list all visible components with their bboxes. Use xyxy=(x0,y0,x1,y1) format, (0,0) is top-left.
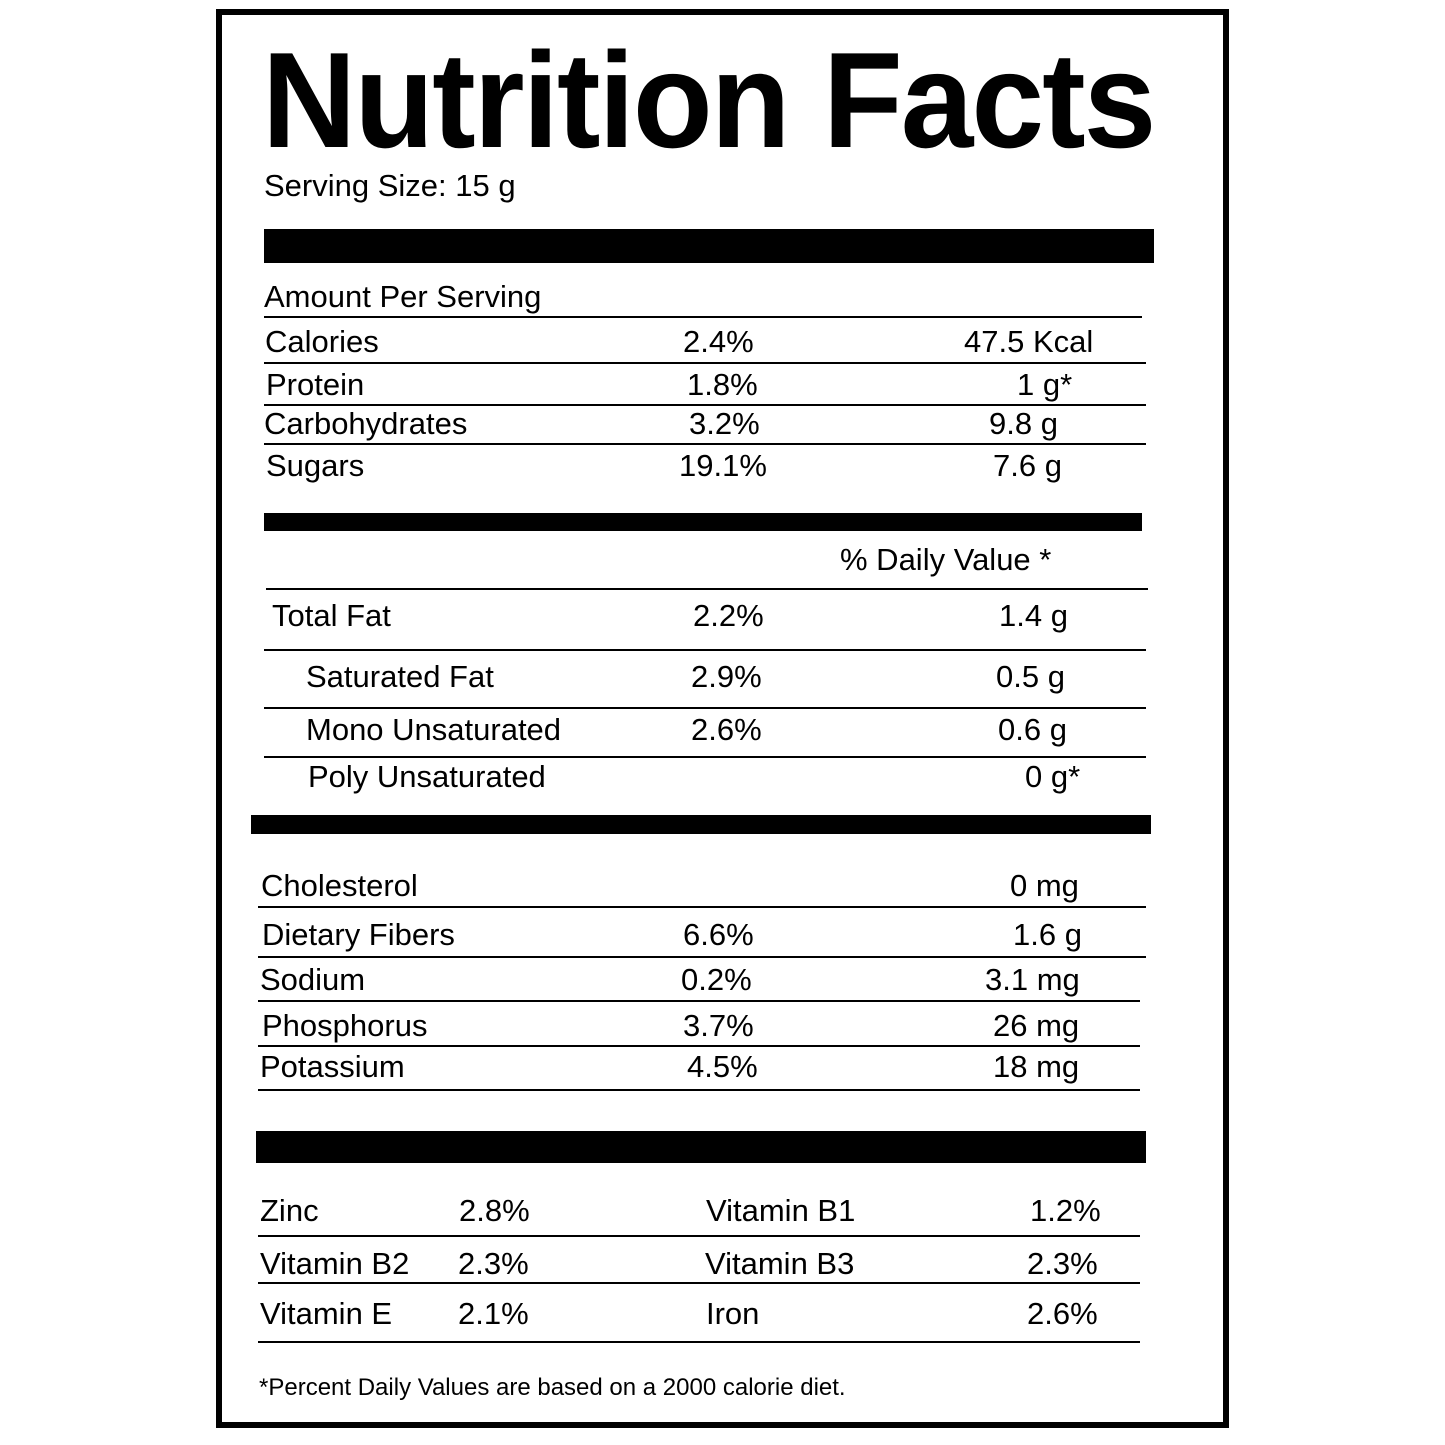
row-pct: 4.5% xyxy=(687,1049,758,1084)
vitamin-name: Iron xyxy=(706,1296,760,1331)
thick-divider-2 xyxy=(264,513,1142,531)
vitamin-name: Zinc xyxy=(260,1193,319,1228)
rule xyxy=(264,649,1146,651)
vitamin-pct: 1.2% xyxy=(1030,1193,1101,1228)
row-name: Dietary Fibers xyxy=(262,917,455,952)
rule xyxy=(258,1341,1140,1343)
vitamin-pct: 2.3% xyxy=(458,1246,529,1281)
rule xyxy=(258,1000,1140,1002)
row-name: Calories xyxy=(265,324,379,359)
thick-divider-4 xyxy=(256,1131,1146,1163)
row-name: Sugars xyxy=(266,448,365,483)
vitamin-name: Vitamin B3 xyxy=(705,1246,855,1281)
vitamin-pct: 2.1% xyxy=(458,1296,529,1331)
row-name: Poly Unsaturated xyxy=(308,759,546,794)
row-amount: 1.6 g xyxy=(1013,917,1082,952)
row-pct: 6.6% xyxy=(683,917,754,952)
row-amount: 1 g* xyxy=(1017,367,1073,402)
row-pct: 2.6% xyxy=(691,712,762,747)
rule xyxy=(258,956,1146,958)
row-amount: 26 mg xyxy=(993,1008,1080,1043)
rule xyxy=(258,1282,1140,1284)
daily-value-header: % Daily Value * xyxy=(840,542,1052,577)
row-amount: 7.6 g xyxy=(993,448,1062,483)
rule xyxy=(264,362,1146,364)
serving-size: Serving Size: 15 g xyxy=(264,168,516,203)
rule xyxy=(264,443,1146,445)
vitamin-name: Vitamin B2 xyxy=(260,1246,410,1281)
row-amount: 0 g* xyxy=(1025,759,1081,794)
rule xyxy=(266,588,1148,590)
row-pct: 2.2% xyxy=(693,598,764,633)
rule xyxy=(258,1089,1140,1091)
rule xyxy=(264,316,1142,318)
rule xyxy=(264,707,1146,709)
row-name: Mono Unsaturated xyxy=(306,712,562,747)
rule xyxy=(258,1235,1140,1237)
footnote: *Percent Daily Values are based on a 2000 calorie diet. xyxy=(259,1374,846,1401)
row-pct: 1.8% xyxy=(687,367,758,402)
row-pct: 19.1% xyxy=(679,448,767,483)
row-name: Carbohydrates xyxy=(264,406,468,441)
vitamin-pct: 2.6% xyxy=(1027,1296,1098,1331)
row-amount: 9.8 g xyxy=(989,406,1058,441)
amount-per-serving: Amount Per Serving xyxy=(264,279,542,314)
row-amount: 0.6 g xyxy=(998,712,1067,747)
row-amount: 0.5 g xyxy=(996,659,1065,694)
row-pct: 3.7% xyxy=(683,1008,754,1043)
row-pct: 2.9% xyxy=(691,659,762,694)
row-name: Total Fat xyxy=(272,598,391,633)
rule xyxy=(258,1045,1140,1047)
row-pct: 3.2% xyxy=(689,406,760,441)
vitamin-name: Vitamin B1 xyxy=(706,1193,856,1228)
row-pct: 2.4% xyxy=(683,324,754,359)
label-title: Nutrition Facts xyxy=(262,24,1155,176)
row-name: Cholesterol xyxy=(261,868,418,903)
row-amount: 0 mg xyxy=(1010,868,1079,903)
row-amount: 18 mg xyxy=(993,1049,1080,1084)
row-name: Phosphorus xyxy=(262,1008,428,1043)
rule xyxy=(258,906,1146,908)
vitamin-pct: 2.8% xyxy=(459,1193,530,1228)
vitamin-name: Vitamin E xyxy=(260,1296,393,1331)
rule xyxy=(264,756,1146,758)
row-name: Protein xyxy=(266,367,365,402)
row-name: Potassium xyxy=(260,1049,405,1084)
vitamin-pct: 2.3% xyxy=(1027,1246,1098,1281)
row-amount: 1.4 g xyxy=(999,598,1068,633)
row-amount: 3.1 mg xyxy=(985,962,1080,997)
thick-divider-3 xyxy=(251,815,1151,834)
row-amount: 47.5 Kcal xyxy=(964,324,1094,359)
row-name: Sodium xyxy=(260,962,366,997)
row-name: Saturated Fat xyxy=(306,659,494,694)
thick-divider-1 xyxy=(264,229,1154,263)
row-pct: 0.2% xyxy=(681,962,752,997)
